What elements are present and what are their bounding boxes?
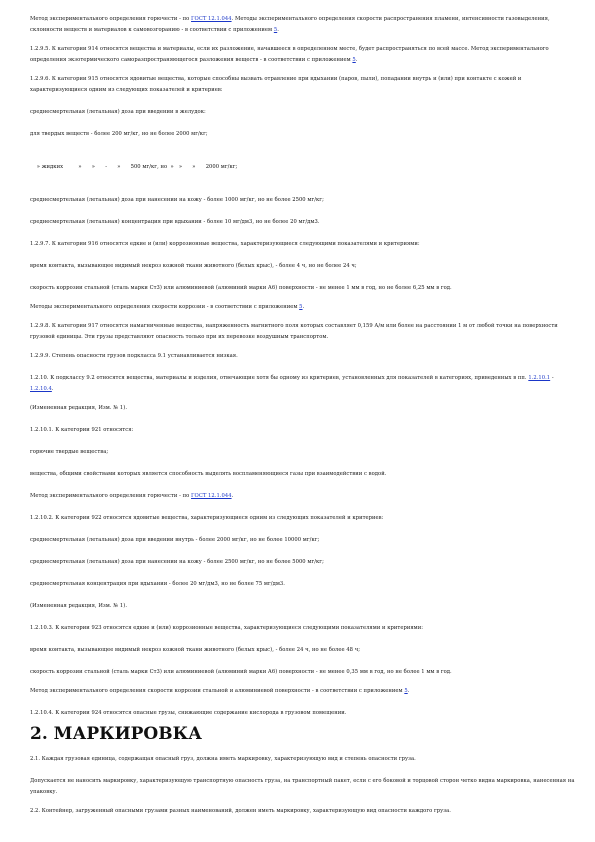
paragraph-text: среднесмертельная (летальная) доза при введении внутрь - более 2000 мг/кг, но не более 10000 мг/кг;	[30, 537, 320, 543]
paragraph-15	[30, 403, 575, 414]
section-heading: 2. МАРКИРОВКА	[30, 724, 202, 744]
paragraph-4	[30, 129, 575, 140]
paragraph-text: .	[51, 386, 54, 392]
paragraph-22	[30, 557, 575, 568]
paragraph-text: . Методы экспериментального определения скорости распространения пламени, интенсивности газовыделения, склонности веществ и материалов к самовозгоранию - в соответствии с приложением	[30, 16, 550, 33]
paragraph-24	[30, 601, 575, 612]
paragraph-text: Метод экспериментального определения скорости коррозии стальной и алюминиевой поверхности - в соответствии с приложением	[30, 688, 405, 694]
paragraph-text: вещества, общими свойствами которых является способность выделять воспламеняющиеся газы при взаимодействии с водой.	[30, 471, 387, 477]
paragraph-18	[30, 469, 575, 480]
paragraph-17	[30, 447, 575, 458]
section-paragraph-1	[30, 776, 575, 798]
paragraph-8	[30, 239, 575, 250]
paragraph-16	[30, 425, 575, 436]
appendix-link[interactable]: 5	[299, 304, 303, 310]
paragraph-3	[30, 107, 575, 118]
appendix-link[interactable]: 5	[273, 27, 278, 33]
paragraph-12	[30, 321, 575, 343]
paragraph-text: -	[550, 375, 554, 381]
paragraph-text: 2.1. Каждая грузовая единица, содержащая опасный груз, должна иметь маркировку, характеризующую вид и степень опасности груза.	[30, 756, 416, 762]
paragraph-text: Методы экспериментального определения скорости коррозии - в соответствии с приложением	[30, 304, 300, 310]
paragraph-text: Допускается не наносить маркировку, характеризующую транспортную опасность груза, на транспортный пакет, если с его боковой и торцовой сторон четко видна маркировка, нанесенная на упаковку.	[30, 778, 575, 795]
paragraph-text: 1.2.10.2. К категории 922 относятся ядовитые вещества, характеризующиеся одним из следующих показателей и критериев:	[30, 515, 384, 521]
paragraph-text: среднесмертельная (летальная) доза при нанесении на кожу - более 1000 мг/кг, но не более 2500 мг/кг;	[30, 197, 324, 203]
paragraph-13	[30, 351, 575, 362]
paragraph-9	[30, 261, 575, 272]
paragraph-text: Метод экспериментального определения горючести - по	[30, 16, 192, 22]
paragraph-text: .	[407, 688, 410, 694]
paragraph-text: среднесмертельная (летальная) доза при введении в желудок:	[30, 109, 206, 115]
paragraph-text: скорость коррозии стальной (сталь марки Ст3) или алюминиевой (алюминий марки А6) поверхности - не менее 0,35 мм в год, но не более 1 мм в год.	[30, 669, 452, 675]
paragraph-text: (Измененная редакция, Изм. № 1).	[30, 603, 128, 609]
paragraph-2	[30, 74, 575, 96]
paragraph-text: 1.2.9.8. К категории 917 относятся намагниченные вещества, напряженность магнитного поля которых составляет 0,159 А/м или более на расстоянии 1 м от любой точки на поверхности грузовой единицы. Эти грузы представляют опасность только при их перевозке воздушным транспортом.	[30, 323, 558, 340]
paragraph-25	[30, 623, 575, 634]
gost-link[interactable]: ГОСТ 12.1.044	[191, 493, 232, 499]
paragraph-26	[30, 645, 575, 656]
paragraph-text: 1.2.9.5. К категории 914 относятся вещества и материалы, если их разложение, начавшееся в определенном месте, будет распространяться по всей массе. Метод экспериментального определения экзотермического саморазпространяющегося разложения веществ - в соответствии с приложением	[30, 46, 549, 63]
paragraph-text: 1.2.9.6. К категории 915 относятся ядовитые вещества, которые способны вызвать отравление при вдыхании (паров, пыли), попадании внутрь и (или) при контакте с кожей и характеризующиеся одним из следующих показателей и критериев:	[30, 76, 522, 93]
paragraph-10	[30, 283, 575, 294]
paragraph-text: среднесмертельная концентрация при вдыхании - более 20 мг/дм3, но не более 75 мг/дм3.	[30, 581, 285, 587]
section-paragraph-2	[30, 806, 575, 817]
paragraph-text: Метод экспериментального определения горючести - по	[30, 493, 192, 499]
appendix-link[interactable]: 5	[352, 57, 356, 63]
paragraph-text: для твердых веществ - более 200 мг/кг, но не более 2000 мг/кг;	[30, 131, 208, 137]
paragraph-23	[30, 579, 575, 590]
paragraph-text: » жидких » » - » 500 мг/кг, но » » » 2000 мг/кг;	[36, 164, 238, 170]
section-paragraph-0	[30, 754, 575, 765]
paragraph-11	[30, 302, 575, 313]
paragraph-27	[30, 667, 575, 678]
paragraph-5	[30, 151, 575, 184]
paragraph-0	[30, 14, 575, 36]
paragraph-text: (Измененная редакция, Изм. № 1).	[30, 405, 128, 411]
paragraph-text: 1.2.10.1. К категории 921 относятся:	[30, 427, 134, 433]
paragraph-text: среднесмертельная (летальная) концентрация при вдыхании - более 10 мг/дм3, но не более 20 мг/дм3.	[30, 219, 320, 225]
paragraph-text: среднесмертельная (летальная) доза при нанесении на кожу - более 2500 мг/кг, но не более 5000 мг/кг;	[30, 559, 324, 565]
paragraph-19	[30, 491, 575, 502]
paragraph-text: 1.2.9.9. Степень опасности грузов подкласса 9.1 устанавливается низкая.	[30, 353, 238, 359]
clause-link[interactable]: 1.2.10.1	[528, 375, 551, 381]
paragraph-text: скорость коррозии стальной (сталь марки Ст3) или алюминиевой (алюминий марки А6) поверхности - не менее 1 мм в год, но не более 6,25 мм в год.	[30, 285, 452, 291]
paragraph-6	[30, 195, 575, 206]
paragraph-text: 1.2.10.4. К категории 924 относятся опасные грузы, снижающие содержание кислорода в грузовом помещении.	[30, 710, 347, 716]
paragraph-text: .	[277, 27, 279, 33]
paragraph-7	[30, 217, 575, 228]
clause-link[interactable]: 1.2.10.4	[30, 386, 52, 392]
paragraph-text: 1.2.10. К подклассу 9.2 относятся вещества, материалы и изделия, отвечающие хотя бы одному из критериев, установленных для показателей в категориях, приведенных в пп.	[30, 375, 529, 381]
paragraph-14	[30, 373, 575, 395]
paragraph-text: .	[231, 493, 234, 499]
appendix-link[interactable]: 5	[404, 688, 408, 694]
paragraph-text: .	[302, 304, 305, 310]
paragraph-text: время контакта, вызывающее видимый некроз кожной ткани животного (белых крыс), - более 4 ч, но не более 24 ч;	[30, 263, 357, 269]
paragraph-text: 1.2.9.7. К категории 916 относятся едкие и (или) коррозионные вещества, характеризующиеся следующими показателями и критериями:	[30, 241, 420, 247]
paragraph-20	[30, 513, 575, 524]
paragraph-text: 2.2. Контейнер, загруженный опасными грузами разных наименований, должен иметь маркировку, характеризующую вид опасности каждого груза.	[30, 808, 451, 814]
gost-link[interactable]: ГОСТ 12.1.044	[191, 16, 232, 22]
paragraph-text: 1.2.10.3. К категории 923 относятся едкие и (или) коррозионные вещества, характеризующиеся следующими показателями и критериями:	[30, 625, 424, 631]
paragraph-text: .	[355, 57, 358, 63]
paragraph-29	[30, 708, 575, 719]
paragraph-1	[30, 44, 575, 66]
paragraph-text: горючие твердые вещества;	[30, 449, 109, 455]
paragraph-21	[30, 535, 575, 546]
paragraph-text: время контакта, вызывающее видимый некроз кожной ткани животного (белых крыс), - более 24 ч, но не более 48 ч;	[30, 647, 361, 653]
paragraph-28	[30, 686, 575, 697]
